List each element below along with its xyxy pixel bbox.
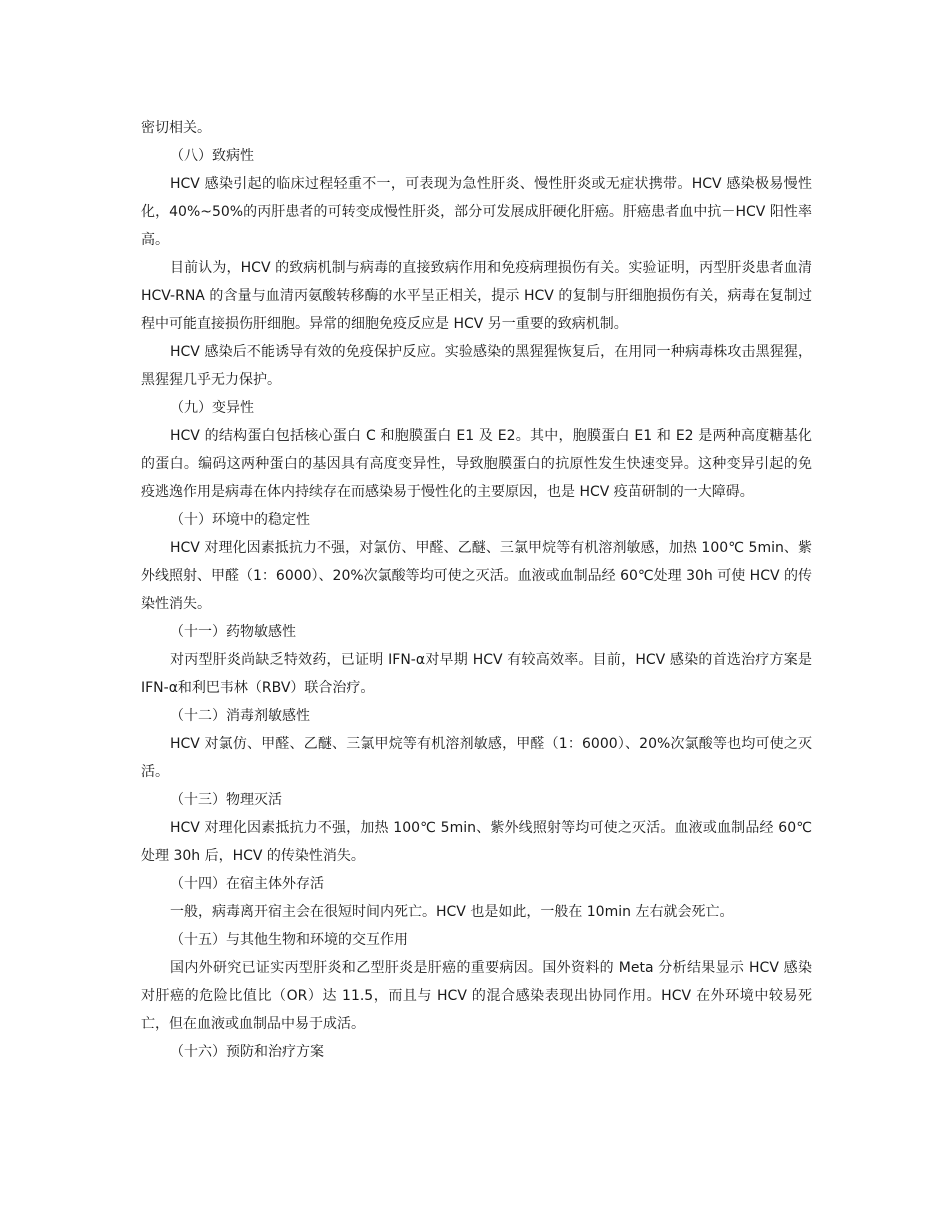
section-heading-drug-sensitivity: （十一）药物敏感性 — [170, 624, 296, 640]
paragraph: HCV 感染引起的临床过程轻重不一，可表现为急性肝炎、慢性肝炎或无症状携带。HCV 感染极易慢性化，40%~50%的丙肝患者的可转变成慢性肝炎，部分可发展成肝硬化肝癌。肝癌患者血中抗－HCV 阳性率高。 — [141, 176, 812, 248]
section-heading-prevention-treatment: （十六）预防和治疗方案 — [170, 1044, 324, 1060]
paragraph: HCV 感染后不能诱导有效的免疫保护反应。实验感染的黑猩猩恢复后，在用同一种病毒株攻击黑猩猩，黑猩猩几乎无力保护。 — [141, 344, 812, 388]
section-heading-environmental-stability: （十）环境中的稳定性 — [170, 512, 310, 528]
paragraph: HCV 对氯仿、甲醛、乙醚、三氯甲烷等有机溶剂敏感，甲醛（1：6000）、20%次氯酸等也均可使之灭活。 — [141, 736, 812, 780]
paragraph: HCV 对理化因素抵抗力不强，加热 100℃ 5min、紫外线照射等均可使之灭活。血液或血制品经 60℃处理 30h 后，HCV 的传染性消失。 — [141, 820, 812, 864]
section-heading-physical-inactivation: （十三）物理灭活 — [170, 792, 282, 808]
section-heading-disinfectant-sensitivity: （十二）消毒剂敏感性 — [170, 708, 310, 724]
paragraph: HCV 的结构蛋白包括核心蛋白 C 和胞膜蛋白 E1 及 E2。其中，胞膜蛋白 E1 和 E2 是两种高度糖基化的蛋白。编码这两种蛋白的基因具有高度变异性，导致胞膜蛋白的抗原性发生快速变异。这种变异引起的免疫逃逸作用是病毒在体内持续存在而感染易于慢性化的主要原因，也是 HCV 疫苗研制的一大障碍。 — [141, 428, 812, 500]
paragraph: 一般，病毒离开宿主会在很短时间内死亡。HCV 也是如此，一般在 10min 左右就会死亡。 — [170, 904, 734, 920]
paragraph: 国内外研究已证实丙型肝炎和乙型肝炎是肝癌的重要病因。国外资料的 Meta 分析结果显示 HCV 感染对肝癌的危险比值比（OR）达 11.5，而且与 HCV 的混合感染表现出协同作用。HCV 在外环境中较易死亡，但在血液或血制品中易于成活。 — [141, 960, 812, 1032]
paragraph: 目前认为，HCV 的致病机制与病毒的直接致病作用和免疫病理损伤有关。实验证明，丙型肝炎患者血清 HCV-RNA 的含量与血清丙氨酸转移酶的水平呈正相关，提示 HCV 的复制与肝细胞损伤有关，病毒在复制过程中可能直接损伤肝细胞。异常的细胞免疫反应是 HCV 另一重要的致病机制。 — [141, 260, 812, 332]
paragraph: HCV 对理化因素抵抗力不强，对氯仿、甲醛、乙醚、三氯甲烷等有机溶剂敏感，加热 100℃ 5min、紫外线照射、甲醛（1：6000）、20%次氯酸等均可使之灭活。血液或血制品经 60℃处理 30h 可使 HCV 的传染性消失。 — [141, 540, 813, 612]
section-heading-variability: （九）变异性 — [170, 400, 254, 416]
section-heading-survival-outside-host: （十四）在宿主体外存活 — [170, 876, 324, 892]
section-heading-pathogenicity: （八）致病性 — [170, 148, 254, 164]
document-page — [141, 114, 812, 1066]
paragraph-continuation: 密切相关。 — [141, 120, 211, 136]
paragraph: 对丙型肝炎尚缺乏特效药，已证明 IFN-α对早期 HCV 有较高效率。目前，HCV 感染的首选治疗方案是 IFN-α和利巴韦林（RBV）联合治疗。 — [141, 652, 812, 696]
section-heading-interactions: （十五）与其他生物和环境的交互作用 — [170, 932, 408, 948]
